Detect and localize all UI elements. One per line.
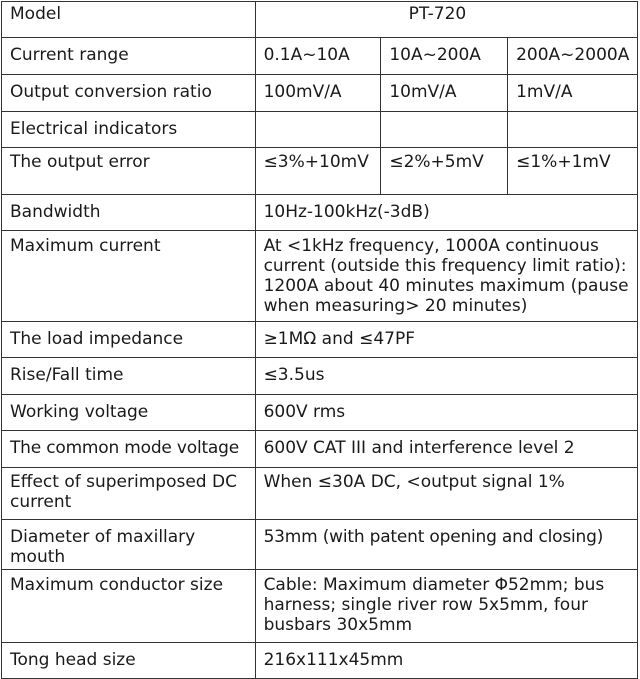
table-cell [255,112,381,148]
table-cell: 10Hz-100kHz(-3dB) [255,195,637,231]
row-label: Model [2,2,256,38]
row-label: The output error [2,148,256,195]
table-cell: 10A~200A [381,38,508,75]
table-cell: 100mV/A [255,75,381,112]
table-row [2,468,638,520]
table-cell [381,112,508,148]
table-cell [508,112,638,148]
table-row [2,643,638,679]
table-cell: ≥1MΩ and ≤47PF [255,322,637,358]
table-cell: 0.1A~10A [255,38,381,75]
table-row [2,2,638,38]
table-cell: 10mV/A [381,75,508,112]
table-row [2,570,638,643]
row-label: Maximum conductor size [2,570,256,643]
row-label: Diameter of maxillary mouth [2,520,256,570]
model-value: PT-720 [255,2,637,38]
table-cell: ≤3.5us [255,358,637,395]
table-row [2,322,638,358]
table-cell: ≤1%+1mV [508,148,638,195]
row-label: Tong head size [2,643,256,679]
table-row [2,358,638,395]
row-label: Maximum current [2,231,256,322]
table-cell: 600V rms [255,395,637,431]
table-row [2,148,638,195]
row-label: Current range [2,38,256,75]
table-cell: ≤2%+5mV [381,148,508,195]
table-cell: When ≤30A DC, <output signal 1% [255,468,637,520]
row-label: Bandwidth [2,195,256,231]
table-row [2,395,638,431]
table-row [2,75,638,112]
row-label: Output conversion ratio [2,75,256,112]
table-row [2,112,638,148]
row-label: Rise/Fall time [2,358,256,395]
table-cell: 216x111x45mm [255,643,637,679]
table-row [2,520,638,570]
table-cell: At <1kHz frequency, 1000A continuous current (outside this frequency limit ratio): 1200A about 40 minutes maximum (pause when measuring> 20 minutes) [255,231,637,322]
row-label: Electrical indicators [2,112,256,148]
table-row [2,38,638,75]
spec-table [1,1,638,679]
table-cell: 53mm (with patent opening and closing) [255,520,637,570]
table-cell: 200A~2000A [508,38,638,75]
row-label: The load impedance [2,322,256,358]
table-cell: 600V CAT III and interference level 2 [255,431,637,468]
table-cell: 1mV/A [508,75,638,112]
table-cell: Cable: Maximum diameter Φ52mm; bus harness; single river row 5x5mm, four busbars 30x5mm [255,570,637,643]
row-label: Effect of superimposed DC current [2,468,256,520]
row-label: Working voltage [2,395,256,431]
table-row [2,195,638,231]
row-label: The common mode voltage [2,431,256,468]
table-row [2,431,638,468]
table-cell: ≤3%+10mV [255,148,381,195]
table-row [2,231,638,322]
